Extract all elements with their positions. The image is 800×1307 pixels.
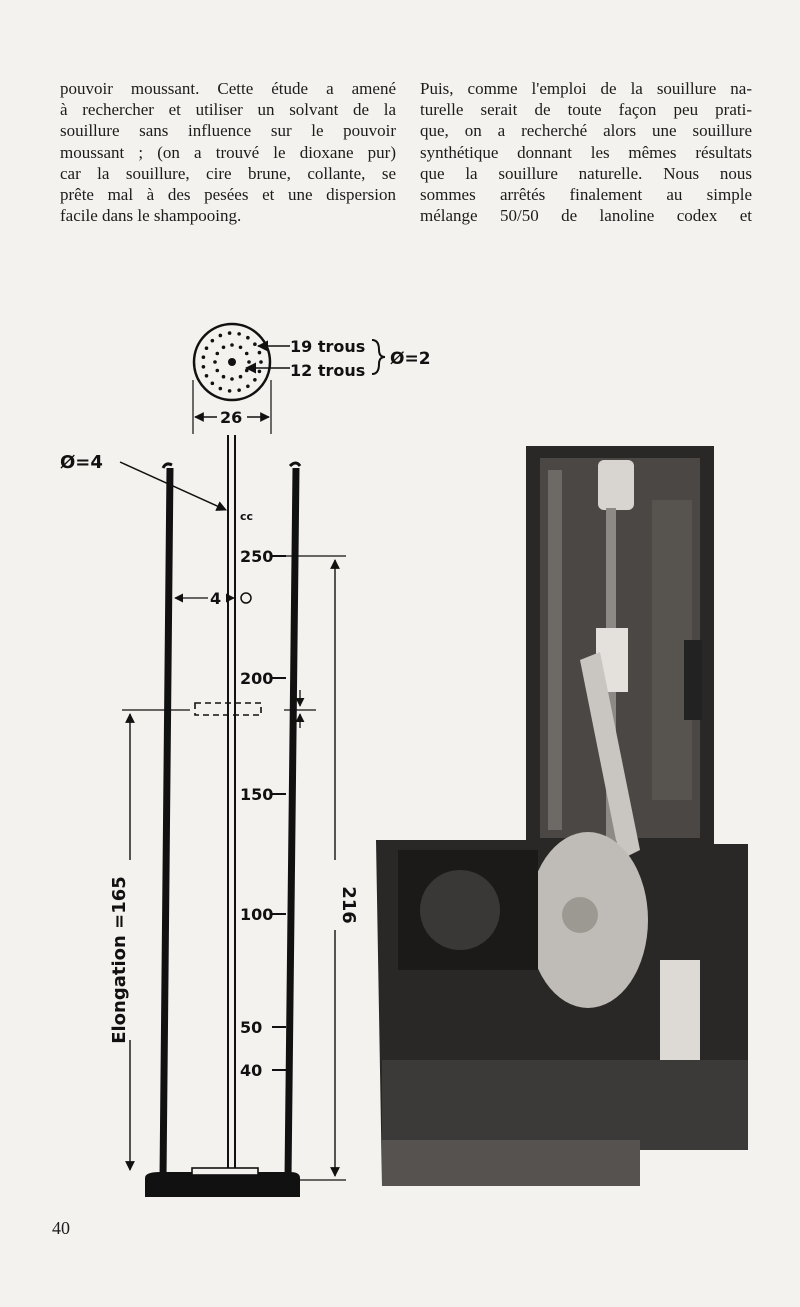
- label-inner-width: 4: [210, 589, 222, 608]
- svg-text:200: 200: [240, 669, 274, 688]
- left-line-7: facile dans le shampooing.: [60, 206, 242, 226]
- svg-text:250: 250: [240, 547, 274, 566]
- disc-center-hole: [228, 358, 236, 366]
- label-disc-width: 26: [220, 408, 243, 427]
- disc-hole: [230, 343, 234, 347]
- disc-hole: [246, 384, 250, 388]
- right-text-column: [420, 78, 752, 226]
- disc-hole: [205, 346, 209, 350]
- right-line-4: synthétique donnant les mêmes résultats: [420, 142, 752, 162]
- svg-text:150: 150: [240, 785, 274, 804]
- disc-hole: [202, 365, 206, 369]
- label-hole-diameter: Ø=2: [390, 349, 431, 369]
- svg-text:100: 100: [240, 905, 274, 924]
- brace: [372, 340, 385, 374]
- page-number: 40: [52, 1218, 70, 1238]
- disc-hole: [239, 345, 243, 349]
- disc-hole: [222, 345, 226, 349]
- disc-hole: [245, 369, 249, 373]
- label-elongation: Elongation =165: [109, 876, 130, 1044]
- disc-hole: [247, 360, 251, 364]
- left-line-2: à rechercher et utiliser un solvant de la: [60, 100, 396, 120]
- perforated-disc: [194, 324, 270, 400]
- disc-hole: [222, 375, 226, 379]
- grad-250: [240, 547, 286, 566]
- disc-hole: [253, 378, 257, 382]
- figure: [0, 300, 800, 1230]
- right-line-7: mélange 50/50 de lanoline codex et: [420, 206, 752, 226]
- disc-hole: [205, 374, 209, 378]
- grad-100: [240, 905, 286, 924]
- svg-text:50: 50: [240, 1018, 263, 1037]
- disc-hole: [219, 387, 223, 391]
- disc-hole: [213, 360, 217, 364]
- grad-150: [240, 785, 286, 804]
- left-line-3: souillure sans influence sur le pouvoir: [60, 121, 396, 141]
- disc-hole: [245, 352, 249, 356]
- right-line-2: turelle serait de toute façon peu prati-: [420, 100, 752, 120]
- disc-hole: [211, 382, 215, 386]
- disc-hole: [228, 389, 232, 393]
- grad-40: [240, 1061, 286, 1080]
- label-rod-diameter: Ø=4: [60, 452, 103, 473]
- grad-50: [240, 1018, 286, 1037]
- disc-hole: [230, 377, 234, 381]
- left-line-4: moussant ; (on a trouvé le dioxane pur): [60, 142, 396, 162]
- disc-hole: [202, 355, 206, 359]
- disc-hole: [211, 339, 215, 343]
- left-line-1: pouvoir moussant. Cette étude a amené: [60, 79, 396, 98]
- disc-hole: [239, 375, 243, 379]
- label-total-height: 216: [338, 886, 359, 924]
- right-line-3: que, on a recherché alors une souillure: [420, 121, 752, 141]
- graduated-cylinder: [145, 435, 300, 1197]
- disc-hole: [258, 351, 262, 355]
- left-line-5: car la souillure, cire brune, collante, se: [60, 163, 396, 183]
- disc-hole: [246, 336, 250, 340]
- label-holes-outer: 19 trous: [290, 337, 366, 356]
- disc-hole: [237, 332, 241, 336]
- right-line-1: Puis, comme l'emploi de la souillure na-: [420, 79, 752, 98]
- label-holes-inner: 12 trous: [290, 361, 366, 380]
- apparatus-photo: [376, 446, 748, 1186]
- unit-label: cc: [240, 510, 254, 523]
- right-line-6: sommes arrêtés finalement au simple: [420, 185, 752, 205]
- left-line-6: prête mal à des pesées et une dispersion: [60, 185, 396, 205]
- disc-hole: [258, 370, 262, 374]
- disc-hole: [228, 331, 232, 335]
- disc-hole: [253, 342, 257, 346]
- disc-hole: [259, 360, 263, 364]
- disc-hole: [237, 388, 241, 392]
- disc-hole: [215, 369, 219, 373]
- disc-hole: [219, 334, 223, 338]
- left-text-column: [60, 78, 396, 226]
- disc-hole: [215, 352, 219, 356]
- right-line-5: que la souillure naturelle. Nous nous: [420, 163, 752, 183]
- grad-200: [240, 669, 286, 688]
- svg-text:40: 40: [240, 1061, 263, 1080]
